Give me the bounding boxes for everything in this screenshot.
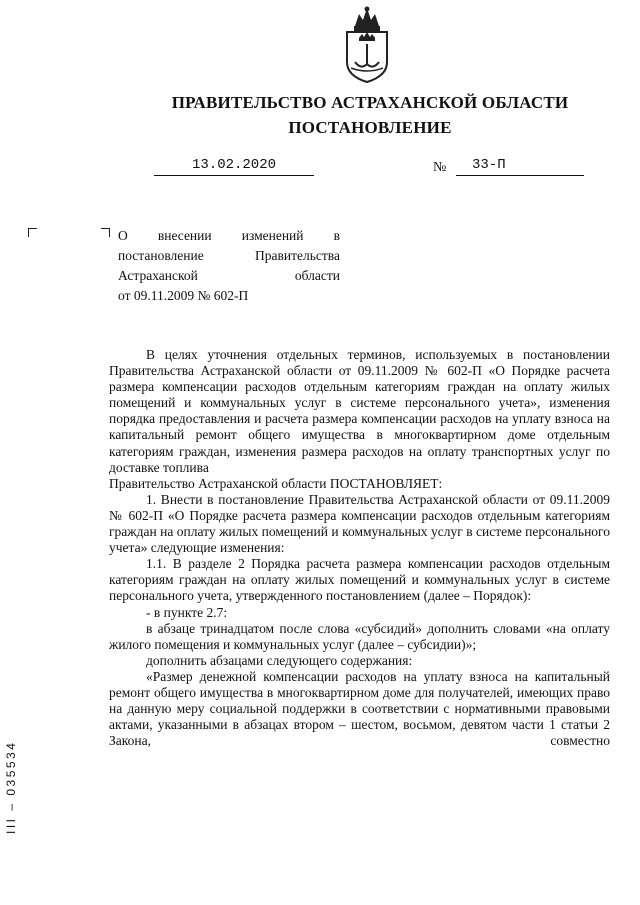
subject-line: от 09.11.2009 № 602-П	[118, 288, 249, 303]
preamble-paragraph: В целях уточнения отдельных терминов, используемых в постановлении Правительства Астраханской области от 09.11.2009 № 602-П «О Порядке расчета размера компенсации расходов отдельным категориям граждан на оплату жилых помещений и коммунальных услуг в системе персонального учета», изменения порядка предоставления и расчета размера компенсации расходов на уплату взноса на капитальный ремонт общего имущества в многоквартирном доме отдельным категориям граждан, изменения размера расходов на оплату транспортных услуг по доставке топлива	[109, 347, 610, 475]
document-number: 33-П	[456, 157, 584, 176]
amendment-paragraph: в абзаце тринадцатом после слова «субсидий» дополнить словами «на оплату жилого помещения и коммунальных услуг (далее – субсидии)»;	[109, 620, 610, 652]
government-title: ПРАВИТЕЛЬСТВО АСТРАХАНСКОЙ ОБЛАСТИ	[171, 93, 569, 112]
document-body	[109, 347, 610, 749]
document-type-title: ПОСТАНОВЛЕНИЕ	[288, 118, 452, 137]
astrakhan-coat-of-arms-emblem	[339, 4, 395, 84]
addition-paragraph: дополнить абзацами следующего содержания:	[146, 652, 413, 668]
item-2-7-paragraph: - в пункте 2.7:	[146, 604, 228, 620]
subject-line: О внесении изменений в	[118, 228, 340, 243]
number-sign: №	[433, 160, 447, 175]
quoted-text-paragraph: «Размер денежной компенсации расходов на уплату взноса на капитальный ремонт общего имущества в многоквартирном доме для получателей, имеющих право на данную меру социальной поддержки в соответствии с нормативными правовыми актами, указанными в абзацах втором – шестом, восьмом, девятом части 1 статьи 2 Закона, совместно	[109, 668, 610, 749]
item-1-1-paragraph: 1.1. В разделе 2 Порядка расчета размера компенсации расходов отдельным категориям граждан на оплату жилых помещений и коммунальных услуг в системе персонального учета, утвержденного постановлением (далее – Порядок):	[109, 556, 610, 604]
item-1-paragraph: 1. Внести в постановление Правительства Астраханской области от 09.11.2009 № 602-П «О Порядке расчета размера компенсации расходов отдельным категориям граждан на оплату жилых помещений и коммунальных услуг в системе персонального учета» следующие изменения:	[109, 491, 610, 556]
document-date: 13.02.2020	[154, 157, 314, 176]
subject-bracket-left	[28, 228, 37, 237]
resolution-statement: Правительство Астраханской области ПОСТАНОВЛЯЕТ:	[109, 475, 443, 491]
subject-bracket-right	[101, 228, 110, 237]
document-subject	[118, 226, 340, 306]
form-serial-number: III – 035534	[4, 740, 18, 834]
subject-line: Астраханской области	[118, 268, 340, 283]
subject-line: постановление Правительства	[118, 248, 340, 263]
